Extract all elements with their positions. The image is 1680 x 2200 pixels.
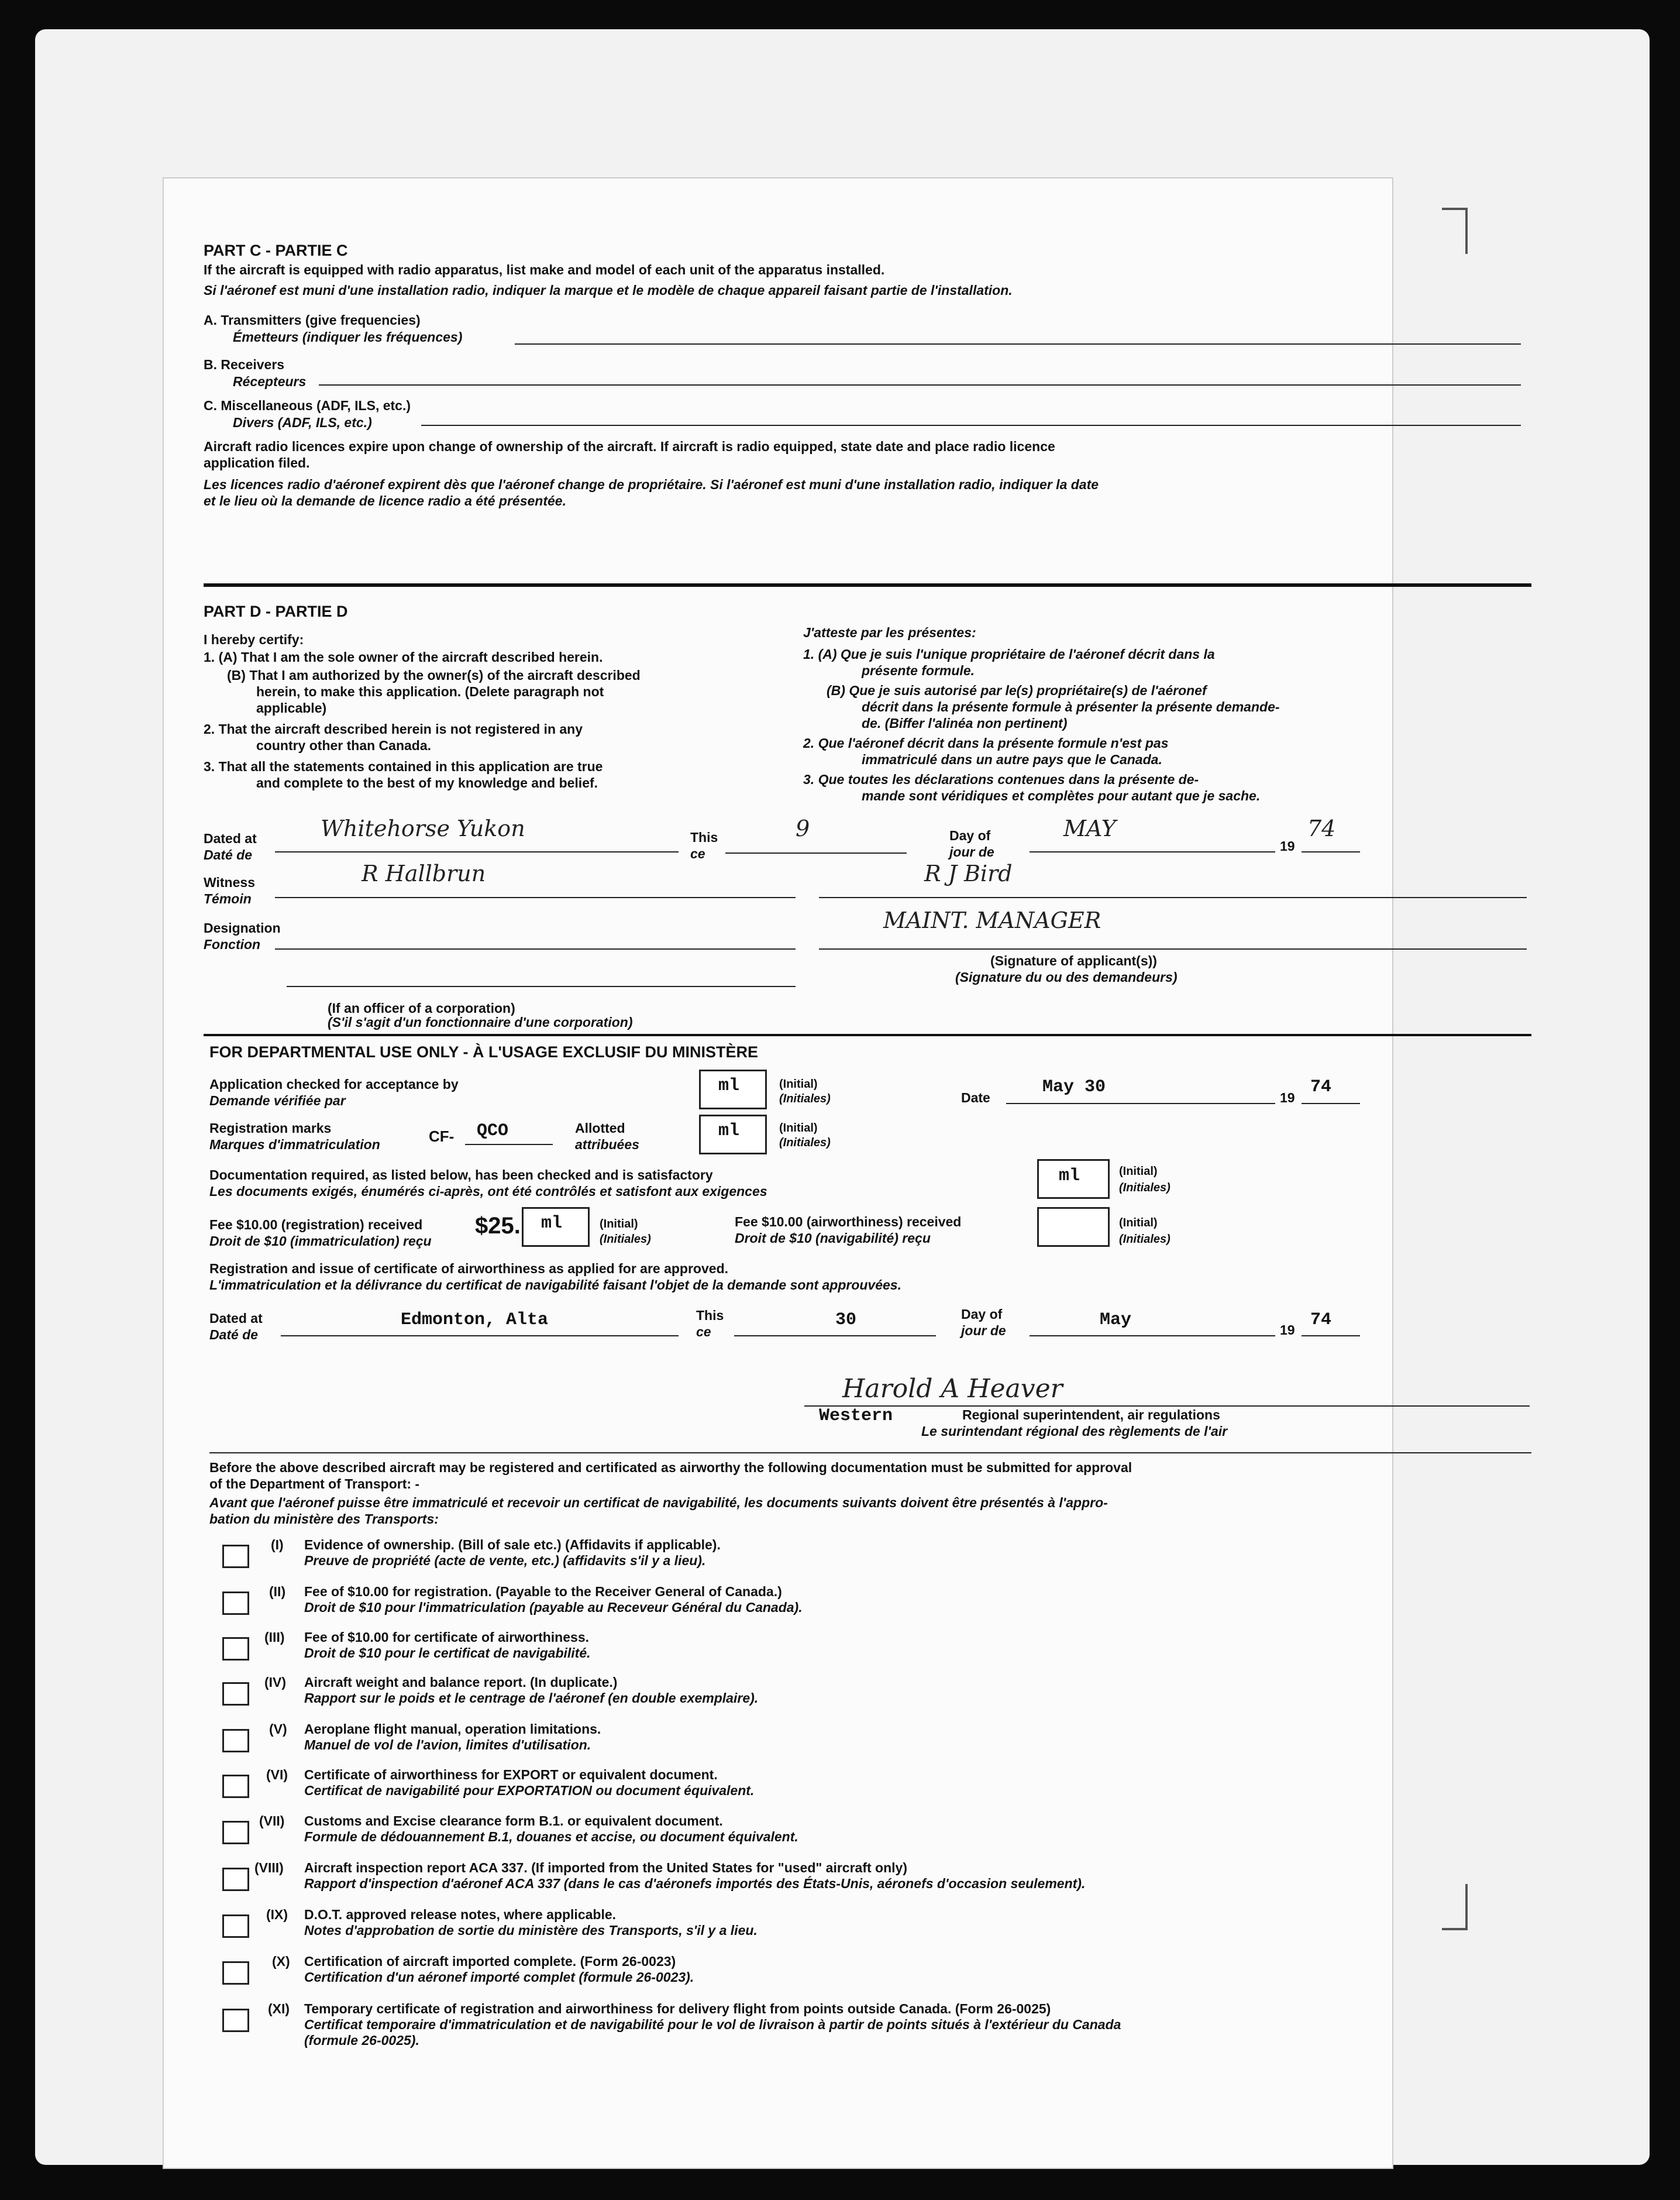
dept-place-value: Edmonton, Alta bbox=[401, 1310, 549, 1330]
this-line bbox=[725, 852, 907, 854]
month-line bbox=[1030, 851, 1275, 852]
designation-line bbox=[275, 948, 796, 950]
dept-year2-line bbox=[1302, 1335, 1360, 1336]
superintendent-caption-en: Regional superintendent, air regulations bbox=[962, 1407, 1220, 1422]
fee-air-label: Fee $10.00 (airworthiness) received bbox=[735, 1214, 962, 1229]
cert-en-2-1: 2. That the aircraft described herein is not registered in any bbox=[204, 721, 583, 737]
reg-initial-value: ml bbox=[718, 1121, 740, 1141]
designation-label-fr: Fonction bbox=[204, 937, 261, 952]
cert-fr-1b-1: (B) Que je suis autorisé par le(s) propriétaire(s) de l'aéronef bbox=[827, 683, 1207, 698]
initial-caption-3: (Initial) bbox=[1119, 1165, 1158, 1178]
dated-at-label-fr: Daté de bbox=[204, 847, 253, 862]
crop-mark-bottom-right bbox=[1442, 1884, 1468, 1930]
this-label: This bbox=[690, 830, 718, 845]
initial-caption-1: (Initial) bbox=[779, 1078, 818, 1091]
day-of-label: Day of bbox=[949, 828, 991, 843]
initiales-caption-3: (Initiales) bbox=[1119, 1181, 1171, 1194]
dept-month-value: May bbox=[1100, 1310, 1132, 1330]
dept-year-prefix: 19 bbox=[1280, 1090, 1295, 1105]
docs-intro-fr-1: Avant que l'aéronef puisse être immatriculé et recevoir un certificat de navigabilité, les documents suivants doivent être présentés à l'appro- bbox=[209, 1495, 1108, 1510]
applicant-line bbox=[819, 897, 1527, 898]
doc-fr-11: Certificat temporaire d'immatriculation et de navigabilité pour le vol de livraison à partir de points situés à l'extérieur du Canada bbox=[304, 2017, 1121, 2032]
dept-title: FOR DEPARTMENTAL USE ONLY - À L'USAGE EXCLUSIF DU MINISTÈRE bbox=[209, 1043, 758, 1061]
doc-num-3: (III) bbox=[264, 1630, 285, 1645]
allotted-label-fr: attribuées bbox=[575, 1137, 639, 1152]
part-c-intro-en: If the aircraft is equipped with radio apparatus, list make and model of each unit of the apparatus installed. bbox=[204, 262, 885, 277]
transmitters-line bbox=[515, 343, 1521, 345]
doc-fr-4: Rapport sur le poids et le centrage de l'aéronef (en double exemplaire). bbox=[304, 1690, 759, 1706]
witness-label: Witness bbox=[204, 875, 255, 890]
radio-note-fr-2: et le lieu où la demande de licence radio a été présentée. bbox=[204, 493, 566, 508]
doc-checkbox-9[interactable] bbox=[222, 1914, 249, 1938]
signature-caption-en: (Signature of applicant(s)) bbox=[990, 953, 1157, 968]
initial-caption-2: (Initial) bbox=[779, 1122, 818, 1135]
cert-en-2-2: country other than Canada. bbox=[256, 738, 432, 753]
cert-fr-3-1: 3. Que toutes les déclarations contenues dans la présente de- bbox=[803, 772, 1199, 787]
fee-reg-initial-value: ml bbox=[541, 1214, 563, 1233]
receivers-label: B. Receivers bbox=[204, 357, 285, 372]
doc-en-7: Customs and Excise clearance form B.1. or equivalent document. bbox=[304, 1813, 723, 1828]
year-line bbox=[1302, 851, 1360, 852]
doc-num-8: (VIII) bbox=[254, 1860, 284, 1875]
day-of-label-fr: jour de bbox=[949, 844, 994, 860]
year-prefix: 19 bbox=[1280, 838, 1295, 854]
cert-fr-1a-1: 1. (A) Que je suis l'unique propriétaire de l'aéronef décrit dans la bbox=[803, 647, 1215, 662]
date-value: May 30 bbox=[1042, 1077, 1106, 1097]
cert-en-1a: 1. (A) That I am the sole owner of the aircraft described herein. bbox=[204, 649, 603, 665]
doc-fr2-11: (formule 26-0025). bbox=[304, 2033, 419, 2048]
checked-label-fr: Demande vérifiée par bbox=[209, 1093, 346, 1108]
checked-label: Application checked for acceptance by bbox=[209, 1077, 459, 1092]
dept-year-value: 74 bbox=[1310, 1077, 1332, 1097]
cert-en-3-2: and complete to the best of my knowledge and belief. bbox=[256, 775, 598, 790]
doc-checkbox-10[interactable] bbox=[222, 1961, 249, 1985]
witness-line bbox=[275, 897, 796, 898]
receivers-label-fr: Récepteurs bbox=[233, 374, 307, 389]
doc-fr-9: Notes d'approbation de sortie du ministère des Transports, s'il y a lieu. bbox=[304, 1923, 758, 1938]
radio-note-en-2: application filed. bbox=[204, 455, 310, 470]
receivers-line bbox=[319, 384, 1521, 386]
fee-reg-label: Fee $10.00 (registration) received bbox=[209, 1217, 423, 1232]
cert-en-3-1: 3. That all the statements contained in this application are true bbox=[204, 759, 603, 774]
initiales-caption-1: (Initiales) bbox=[779, 1092, 831, 1105]
cert-fr-1a-2: présente formule. bbox=[862, 663, 975, 678]
misc-line bbox=[421, 425, 1521, 426]
cert-fr-3-2: mande sont véridiques et complètes pour autant que je sache. bbox=[862, 788, 1261, 803]
doc-checkbox-7[interactable] bbox=[222, 1821, 249, 1844]
doc-en-3: Fee of $10.00 for certificate of airworthiness. bbox=[304, 1630, 589, 1645]
fee-air-label-fr: Droit de $10 (navigabilité) reçu bbox=[735, 1230, 931, 1246]
month-handwritten: MAY bbox=[1063, 816, 1116, 841]
section-divider bbox=[204, 583, 1531, 587]
cert-en-1b-2: herein, to make this application. (Delete paragraph not bbox=[256, 684, 604, 699]
doc-en-11: Temporary certificate of registration and airworthiness for delivery flight from points outside Canada. (Form 26-0025) bbox=[304, 2001, 1051, 2016]
doc-fr-6: Certificat de navigabilité pour EXPORTATION ou document équivalent. bbox=[304, 1783, 755, 1798]
this-day-handwritten: 9 bbox=[796, 816, 810, 841]
part-d-title: PART D - PARTIE D bbox=[204, 603, 348, 620]
fee-reg-amount: $25. bbox=[475, 1213, 521, 1239]
witness-signature: R Hallbrun bbox=[362, 861, 486, 886]
reg-marks-label-fr: Marques d'immatriculation bbox=[209, 1137, 380, 1152]
doc-checkbox-5[interactable] bbox=[222, 1729, 249, 1752]
reg-marks-line bbox=[465, 1144, 553, 1145]
doc-checkbox-8[interactable] bbox=[222, 1868, 249, 1891]
checked-initial-value: ml bbox=[718, 1076, 740, 1096]
officer-line bbox=[287, 986, 796, 987]
superintendent-line bbox=[804, 1405, 1530, 1407]
designation-handwritten: MAINT. MANAGER bbox=[883, 908, 1101, 933]
dept-divider bbox=[204, 1034, 1531, 1036]
cert-en-1b-3: applicable) bbox=[256, 700, 327, 716]
designation-label: Designation bbox=[204, 920, 281, 936]
doc-num-2: (II) bbox=[269, 1584, 286, 1599]
cert-en-1b-1: (B) That I am authorized by the owner(s) of the aircraft described bbox=[227, 668, 641, 683]
doc-checked-label: Documentation required, as listed below, has been checked and is satisfactory bbox=[209, 1167, 713, 1182]
dept-this-label: This bbox=[696, 1308, 724, 1323]
date-line bbox=[1006, 1103, 1275, 1104]
doc-en-2: Fee of $10.00 for registration. (Payable to the Receiver General of Canada.) bbox=[304, 1584, 782, 1599]
doc-checkbox-3[interactable] bbox=[222, 1637, 249, 1661]
doc-initial-value: ml bbox=[1059, 1166, 1080, 1186]
doc-en-4: Aircraft weight and balance report. (In duplicate.) bbox=[304, 1675, 618, 1690]
date-label: Date bbox=[961, 1090, 990, 1105]
certify-fr: J'atteste par les présentes: bbox=[803, 625, 976, 640]
doc-fr-8: Rapport d'inspection d'aéronef ACA 337 (dans le cas d'aéronefs importés des États-Unis, aéronefs d'occasion seulement). bbox=[304, 1876, 1086, 1891]
doc-num-4: (IV) bbox=[264, 1675, 287, 1690]
doc-num-6: (VI) bbox=[266, 1767, 288, 1782]
doc-en-1: Evidence of ownership. (Bill of sale etc.) (Affidavits if applicable). bbox=[304, 1537, 721, 1552]
dept-year2-value: 74 bbox=[1310, 1310, 1332, 1330]
doc-num-7: (VII) bbox=[259, 1813, 285, 1828]
cert-fr-2-2: immatriculé dans un autre pays que le Canada. bbox=[862, 752, 1162, 767]
transmitters-label: A. Transmitters (give frequencies) bbox=[204, 312, 421, 328]
signature-caption-fr: (Signature du ou des demandeurs) bbox=[955, 970, 1178, 985]
dept-year2-prefix: 19 bbox=[1280, 1322, 1295, 1338]
dept-dated-label-fr: Daté de bbox=[209, 1327, 259, 1342]
initial-caption-5: (Initial) bbox=[1119, 1216, 1158, 1229]
applicant-signature: R J Bird bbox=[924, 861, 1013, 886]
dept-place-line bbox=[281, 1335, 679, 1336]
doc-num-9: (IX) bbox=[266, 1907, 288, 1922]
doc-num-11: (XI) bbox=[268, 2001, 290, 2016]
form-page bbox=[164, 178, 1392, 2168]
doc-en-9: D.O.T. approved release notes, where applicable. bbox=[304, 1907, 617, 1922]
docs-intro-en-2: of the Department of Transport: - bbox=[209, 1476, 420, 1491]
radio-note-en-1: Aircraft radio licences expire upon change of ownership of the aircraft. If aircraft is radio equipped, state date and place radio licence bbox=[204, 439, 1055, 454]
doc-checkbox-4[interactable] bbox=[222, 1682, 249, 1706]
dated-at-signature: Whitehorse Yukon bbox=[321, 816, 525, 841]
certify-en: I hereby certify: bbox=[204, 632, 304, 647]
doc-en-6: Certificate of airworthiness for EXPORT or equivalent document. bbox=[304, 1767, 718, 1782]
doc-checked-label-fr: Les documents exigés, énumérés ci-après, ont été contrôlés et satisfont aux exigences bbox=[209, 1184, 767, 1199]
doc-en-8: Aircraft inspection report ACA 337. (If imported from the United States for "used" aircraft only) bbox=[304, 1860, 907, 1875]
cert-fr-1b-3: de. (Biffer l'alinéa non pertinent) bbox=[862, 716, 1068, 731]
dated-at-line bbox=[275, 851, 679, 852]
allotted-label: Allotted bbox=[575, 1120, 625, 1136]
doc-checkbox-2[interactable] bbox=[222, 1591, 249, 1615]
cf-prefix: CF- bbox=[429, 1128, 455, 1145]
dept-day-value: 30 bbox=[835, 1310, 857, 1330]
doc-num-5: (V) bbox=[269, 1721, 287, 1737]
dept-day-of-label: Day of bbox=[961, 1307, 1003, 1322]
initiales-caption-2: (Initiales) bbox=[779, 1136, 831, 1149]
superintendent-signature: Harold A Heaver bbox=[842, 1374, 1063, 1404]
dated-at-label: Dated at bbox=[204, 831, 257, 846]
initial-caption-4: (Initial) bbox=[600, 1218, 638, 1230]
misc-label: C. Miscellaneous (ADF, ILS, etc.) bbox=[204, 398, 411, 413]
doc-en-10: Certification of aircraft imported complete. (Form 26-0023) bbox=[304, 1954, 676, 1969]
doc-fr-7: Formule de dédouannement B.1, douanes et accise, ou document équivalent. bbox=[304, 1829, 798, 1844]
fee-reg-label-fr: Droit de $10 (immatriculation) reçu bbox=[209, 1233, 432, 1249]
radio-note-fr-1: Les licences radio d'aéronef expirent dès que l'aéronef change de propriétaire. Si l'aéronef est muni d'une installation radio, indiquer la date bbox=[204, 477, 1099, 492]
doc-fr-5: Manuel de vol de l'avion, limites d'utilisation. bbox=[304, 1737, 591, 1752]
doc-fr-3: Droit de $10 pour le certificat de navigabilité. bbox=[304, 1645, 591, 1661]
doc-checkbox-6[interactable] bbox=[222, 1775, 249, 1798]
dept-dated-label: Dated at bbox=[209, 1311, 263, 1326]
doc-checkbox-1[interactable] bbox=[222, 1545, 249, 1568]
docs-intro-en-1: Before the above described aircraft may be registered and certificated as airworthy the following documentation must be submitted for approval bbox=[209, 1460, 1132, 1475]
witness-label-fr: Témoin bbox=[204, 891, 252, 906]
initiales-caption-5: (Initiales) bbox=[1119, 1233, 1171, 1246]
docs-intro-fr-2: bation du ministère des Transports: bbox=[209, 1511, 439, 1527]
this-label-fr: ce bbox=[690, 846, 705, 861]
doc-fr-1: Preuve de propriété (acte de vente, etc.) (affidavits s'il y a lieu). bbox=[304, 1553, 706, 1568]
doc-en-5: Aeroplane flight manual, operation limitations. bbox=[304, 1721, 601, 1737]
docs-divider bbox=[209, 1452, 1531, 1453]
initiales-caption-4: (Initiales) bbox=[600, 1233, 651, 1246]
doc-fr-10: Certification d'un aéronef importé complet (formule 26-0023). bbox=[304, 1969, 694, 1985]
officer-caption-en: (If an officer of a corporation) bbox=[328, 1001, 515, 1016]
part-c-title: PART C - PARTIE C bbox=[204, 242, 348, 259]
dept-day-of-label-fr: jour de bbox=[961, 1323, 1006, 1338]
officer-caption-fr: (S'il s'agit d'un fonctionnaire d'une corporation) bbox=[328, 1015, 633, 1030]
doc-num-1: (I) bbox=[271, 1537, 284, 1552]
year-handwritten: 74 bbox=[1307, 816, 1336, 841]
doc-fr-2: Droit de $10 pour l'immatriculation (payable au Receveur Général du Canada). bbox=[304, 1600, 803, 1615]
reg-marks-value: QCO bbox=[477, 1121, 509, 1141]
doc-num-10: (X) bbox=[272, 1954, 290, 1969]
superintendent-caption-fr: Le surintendant régional des règlements de l'air bbox=[921, 1424, 1228, 1439]
doc-checkbox-11[interactable] bbox=[222, 2009, 249, 2032]
misc-label-fr: Divers (ADF, ILS, etc.) bbox=[233, 415, 372, 430]
part-c-intro-fr: Si l'aéronef est muni d'une installation radio, indiquer la marque et le modèle de chaque appareil faisant partie de l'installation. bbox=[204, 283, 1013, 298]
region-value: Western bbox=[819, 1406, 893, 1426]
crop-mark-top-right bbox=[1442, 208, 1468, 254]
dept-day-line bbox=[734, 1335, 936, 1336]
approved-en: Registration and issue of certificate of airworthiness as applied for are approved. bbox=[209, 1261, 729, 1276]
reg-marks-label: Registration marks bbox=[209, 1120, 332, 1136]
cert-fr-2-1: 2. Que l'aéronef décrit dans la présente formule n'est pas bbox=[803, 735, 1169, 751]
approved-fr: L'immatriculation et la délivrance du certificat de navigabilité faisant l'objet de la demande sont approuvées. bbox=[209, 1277, 901, 1292]
fee-air-initial-box[interactable] bbox=[1037, 1207, 1110, 1247]
designation-line-right bbox=[819, 948, 1527, 950]
transmitters-label-fr: Émetteurs (indiquer les fréquences) bbox=[233, 329, 463, 345]
dept-this-label-fr: ce bbox=[696, 1324, 711, 1339]
cert-fr-1b-2: décrit dans la présente formule à présenter la présente demande- bbox=[862, 699, 1280, 714]
dept-month-line bbox=[1030, 1335, 1275, 1336]
dept-year-line bbox=[1302, 1103, 1360, 1104]
